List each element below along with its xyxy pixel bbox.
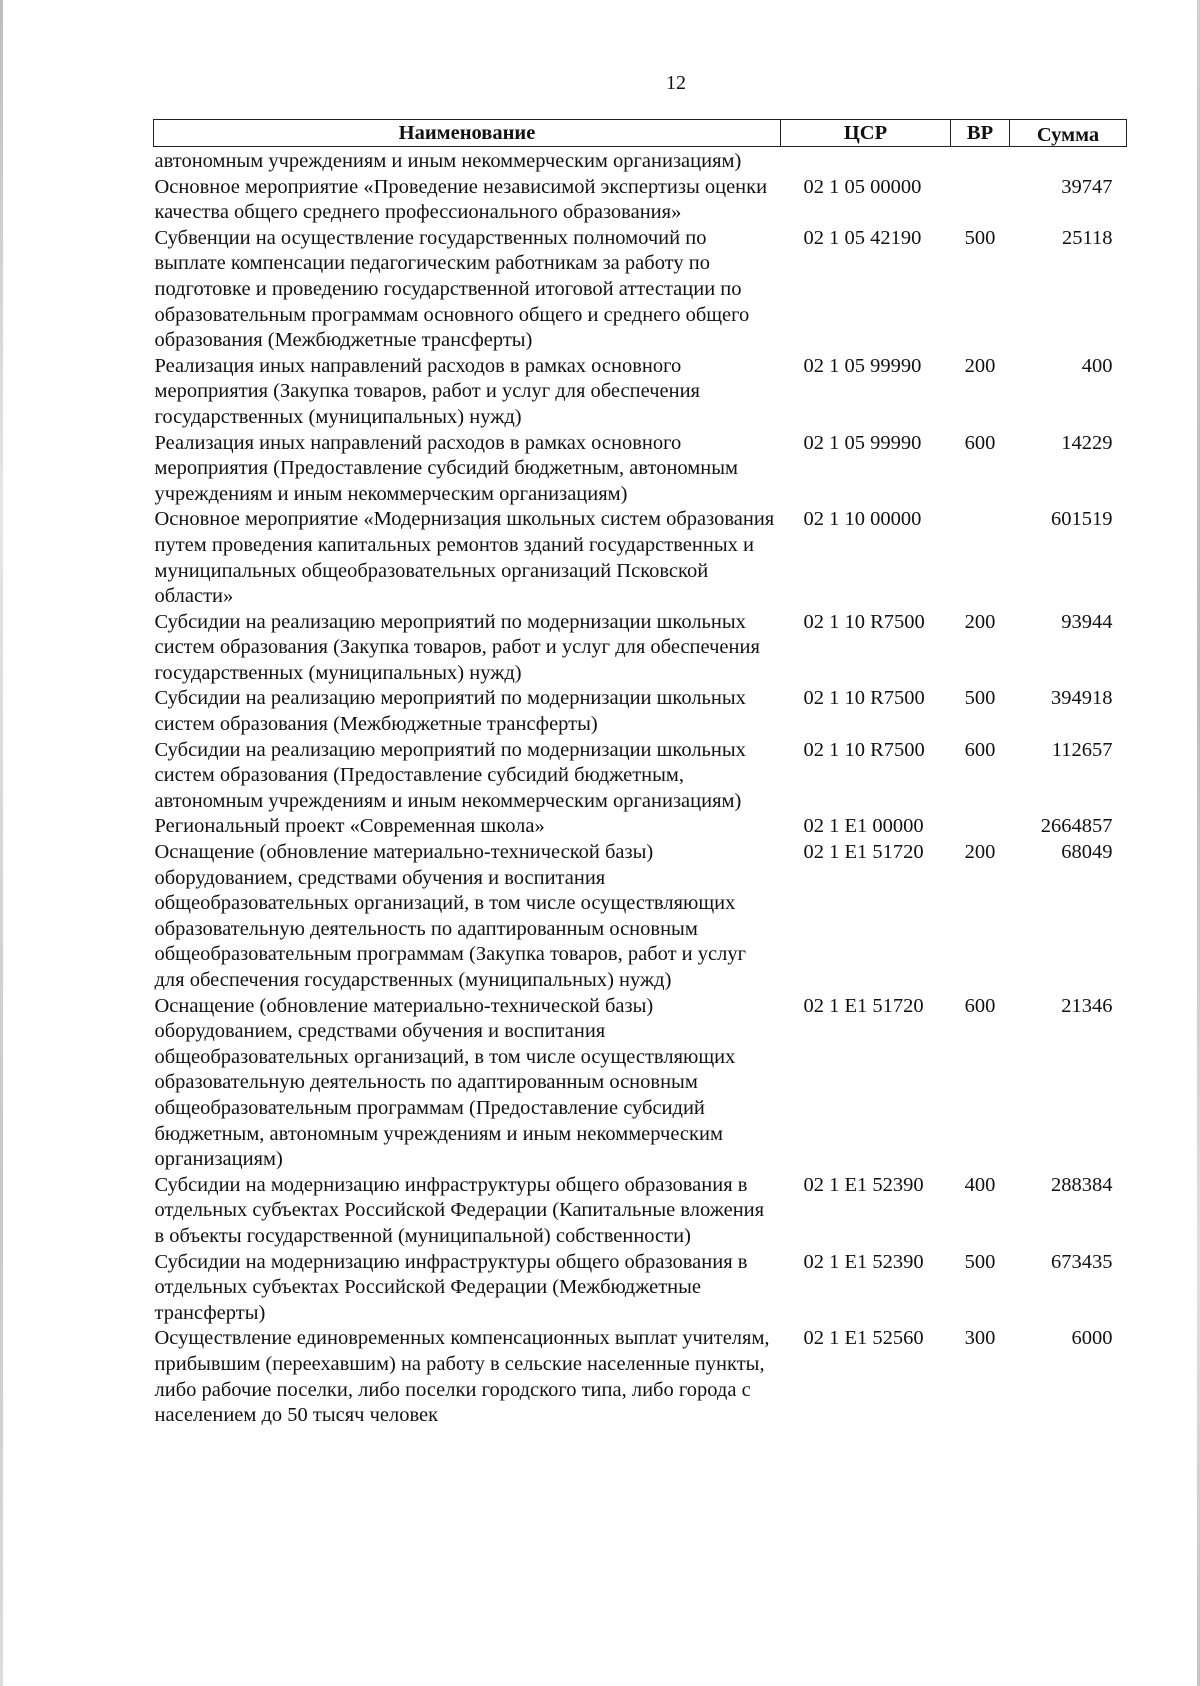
row-csr-cell: 02 1 10 R7500	[803, 687, 925, 710]
row-vr-cell: 400	[964, 1173, 996, 1196]
row-csr-cell: 02 1 10 R7500	[803, 610, 925, 633]
row-sum-cell: 21346	[1061, 994, 1113, 1017]
row-csr-cell: 02 1 Е1 51720	[803, 841, 924, 864]
scan-edge-left	[0, 0, 3, 1686]
row-csr-cell: 02 1 Е1 52390	[803, 1173, 924, 1196]
header-sum: Сумма	[1010, 120, 1127, 147]
header-name: Наименование	[154, 120, 781, 147]
table-header-row	[154, 120, 1127, 147]
table-row	[154, 175, 1127, 226]
row-vr-cell: 200	[964, 610, 996, 633]
row-csr-cell: 02 1 10 R7500	[803, 738, 925, 761]
row-name-cell: Субвенции на осуществление государственных полномочий по выплате компенсации педагогическим работникам за работу по подготовке и проведению государственной итоговой аттестации по образовательным программам основного общего и среднего общего образования (Межбюджетные трансферты)	[154, 226, 750, 352]
table-row	[154, 738, 1127, 815]
row-csr-cell: 02 1 05 99990	[803, 431, 922, 454]
budget-table	[153, 119, 1127, 1429]
header-csr: ЦСР	[781, 120, 951, 147]
row-csr-cell: 02 1 05 42190	[803, 226, 922, 249]
row-csr-cell: 02 1 Е1 52560	[803, 1327, 924, 1350]
row-csr-cell: 02 1 Е1 00000	[803, 815, 924, 838]
table-row	[154, 1173, 1127, 1250]
row-csr-cell: 02 1 Е1 52390	[803, 1250, 924, 1273]
row-name-cell: Основное мероприятие «Модернизация школьных систем образования путем проведения капитальных ремонтов зданий государственных и муниципальных общеобразовательных организаций Псковской области»	[154, 508, 775, 608]
row-name-cell: Реализация иных направлений расходов в рамках основного мероприятия (Закупка товаров, работ и услуг для обеспечения государственных (муниципальных) нужд)	[154, 354, 700, 428]
row-sum-cell: 673435	[1051, 1250, 1113, 1273]
table-row	[154, 226, 1127, 354]
row-sum-cell	[1010, 147, 1127, 175]
row-sum-cell: 39747	[1061, 175, 1113, 198]
table-row	[154, 431, 1127, 508]
row-name-cell: Основное мероприятие «Проведение независимой экспертизы оценки качества общего среднего профессионального образования»	[154, 175, 768, 224]
row-sum-cell: 394918	[1051, 687, 1113, 710]
row-name-cell: Субсидии на реализацию мероприятий по модернизации школьных систем образования (Межбюджетные трансферты)	[154, 687, 746, 736]
row-sum-cell: 601519	[1051, 508, 1113, 531]
row-vr-cell	[951, 507, 1010, 609]
row-vr-cell: 200	[964, 841, 996, 864]
row-sum-cell: 93944	[1061, 610, 1113, 633]
row-vr-cell: 500	[964, 1250, 996, 1273]
row-vr-cell: 600	[964, 738, 996, 761]
row-sum-cell: 288384	[1051, 1173, 1113, 1196]
row-vr-cell: 500	[964, 226, 996, 249]
table-row	[154, 994, 1127, 1173]
table-row	[154, 507, 1127, 609]
row-sum-cell: 14229	[1061, 431, 1113, 454]
row-sum-cell: 112657	[1051, 738, 1113, 761]
row-csr-cell: 02 1 05 99990	[803, 354, 922, 377]
row-vr-cell	[951, 147, 1010, 175]
row-vr-cell: 300	[964, 1327, 996, 1350]
row-name-cell: Субсидии на модернизацию инфраструктуры общего образования в отдельных субъектах Российской Федерации (Капитальные вложения в объекты государственной (муниципальной) собственности)	[154, 1173, 765, 1247]
table-body	[154, 147, 1127, 1429]
table-row	[154, 610, 1127, 687]
row-name-cell: Оснащение (обновление материально-технической базы) оборудованием, средствами обучения и воспитания общеобразовательных организаций, в том числе осуществляющих образовательную деятельность по адаптированным основным общеобразовательным программам (Закупка товаров, работ и услуг для обеспечения государственных (муниципальных) нужд)	[154, 841, 747, 991]
row-vr-cell	[951, 814, 1010, 840]
header-vr: ВР	[951, 120, 1010, 147]
row-vr-cell: 200	[964, 354, 996, 377]
row-vr-cell: 500	[964, 687, 996, 710]
row-csr-cell: 02 1 10 00000	[803, 508, 922, 531]
table-row	[154, 1326, 1127, 1428]
row-csr-cell: 02 1 Е1 51720	[803, 994, 924, 1017]
table-row	[154, 814, 1127, 840]
page-number: 12	[666, 72, 686, 94]
row-name-cell: Региональный проект «Современная школа»	[154, 815, 545, 838]
row-csr-cell	[781, 147, 951, 175]
table-row	[154, 1250, 1127, 1327]
row-name-cell: автономным учреждениям и иным некоммерческим организациям)	[154, 150, 742, 172]
row-sum-cell: 6000	[1071, 1327, 1113, 1350]
row-name-cell: Субсидии на модернизацию инфраструктуры общего образования в отдельных субъектах Российской Федерации (Межбюджетные трансферты)	[154, 1250, 748, 1324]
row-sum-cell: 25118	[1062, 226, 1113, 249]
row-vr-cell: 600	[964, 994, 996, 1017]
table-row	[154, 840, 1127, 994]
row-name-cell: Реализация иных направлений расходов в рамках основного мероприятия (Предоставление субсидий бюджетным, автономным учреждениям и иным некоммерческим организациям)	[154, 431, 738, 505]
row-name-cell: Субсидии на реализацию мероприятий по модернизации школьных систем образования (Предоставление субсидий бюджетным, автономным учреждениям и иным некоммерческим организациям)	[154, 738, 746, 812]
row-vr-cell: 600	[964, 431, 996, 454]
row-sum-cell: 68049	[1061, 841, 1113, 864]
table-row	[154, 686, 1127, 737]
row-name-cell: Осуществление единовременных компенсационных выплат учителям, прибывшим (переехавшим) на работу в сельские населенные пункты, либо рабочие поселки, либо поселки городского типа, либо города с населением до 50 тысяч человек	[154, 1327, 770, 1427]
row-name-cell: Субсидии на реализацию мероприятий по модернизации школьных систем образования (Закупка товаров, работ и услуг для обеспечения государственных (муниципальных) нужд)	[154, 610, 760, 684]
row-sum-cell: 400	[1081, 354, 1113, 377]
row-csr-cell: 02 1 05 00000	[803, 175, 922, 198]
row-vr-cell	[951, 175, 1010, 226]
row-sum-cell: 2664857	[1040, 815, 1113, 838]
table-row	[154, 354, 1127, 431]
row-name-cell: Оснащение (обновление материально-технической базы) оборудованием, средствами обучения и воспитания общеобразовательных организаций, в том числе осуществляющих образовательную деятельность по адаптированным основным общеобразовательным программам (Предоставление субсидий бюджетным, автономным учреждениям и иным некоммерческим организациям)	[154, 994, 736, 1171]
table-row	[154, 147, 1127, 175]
